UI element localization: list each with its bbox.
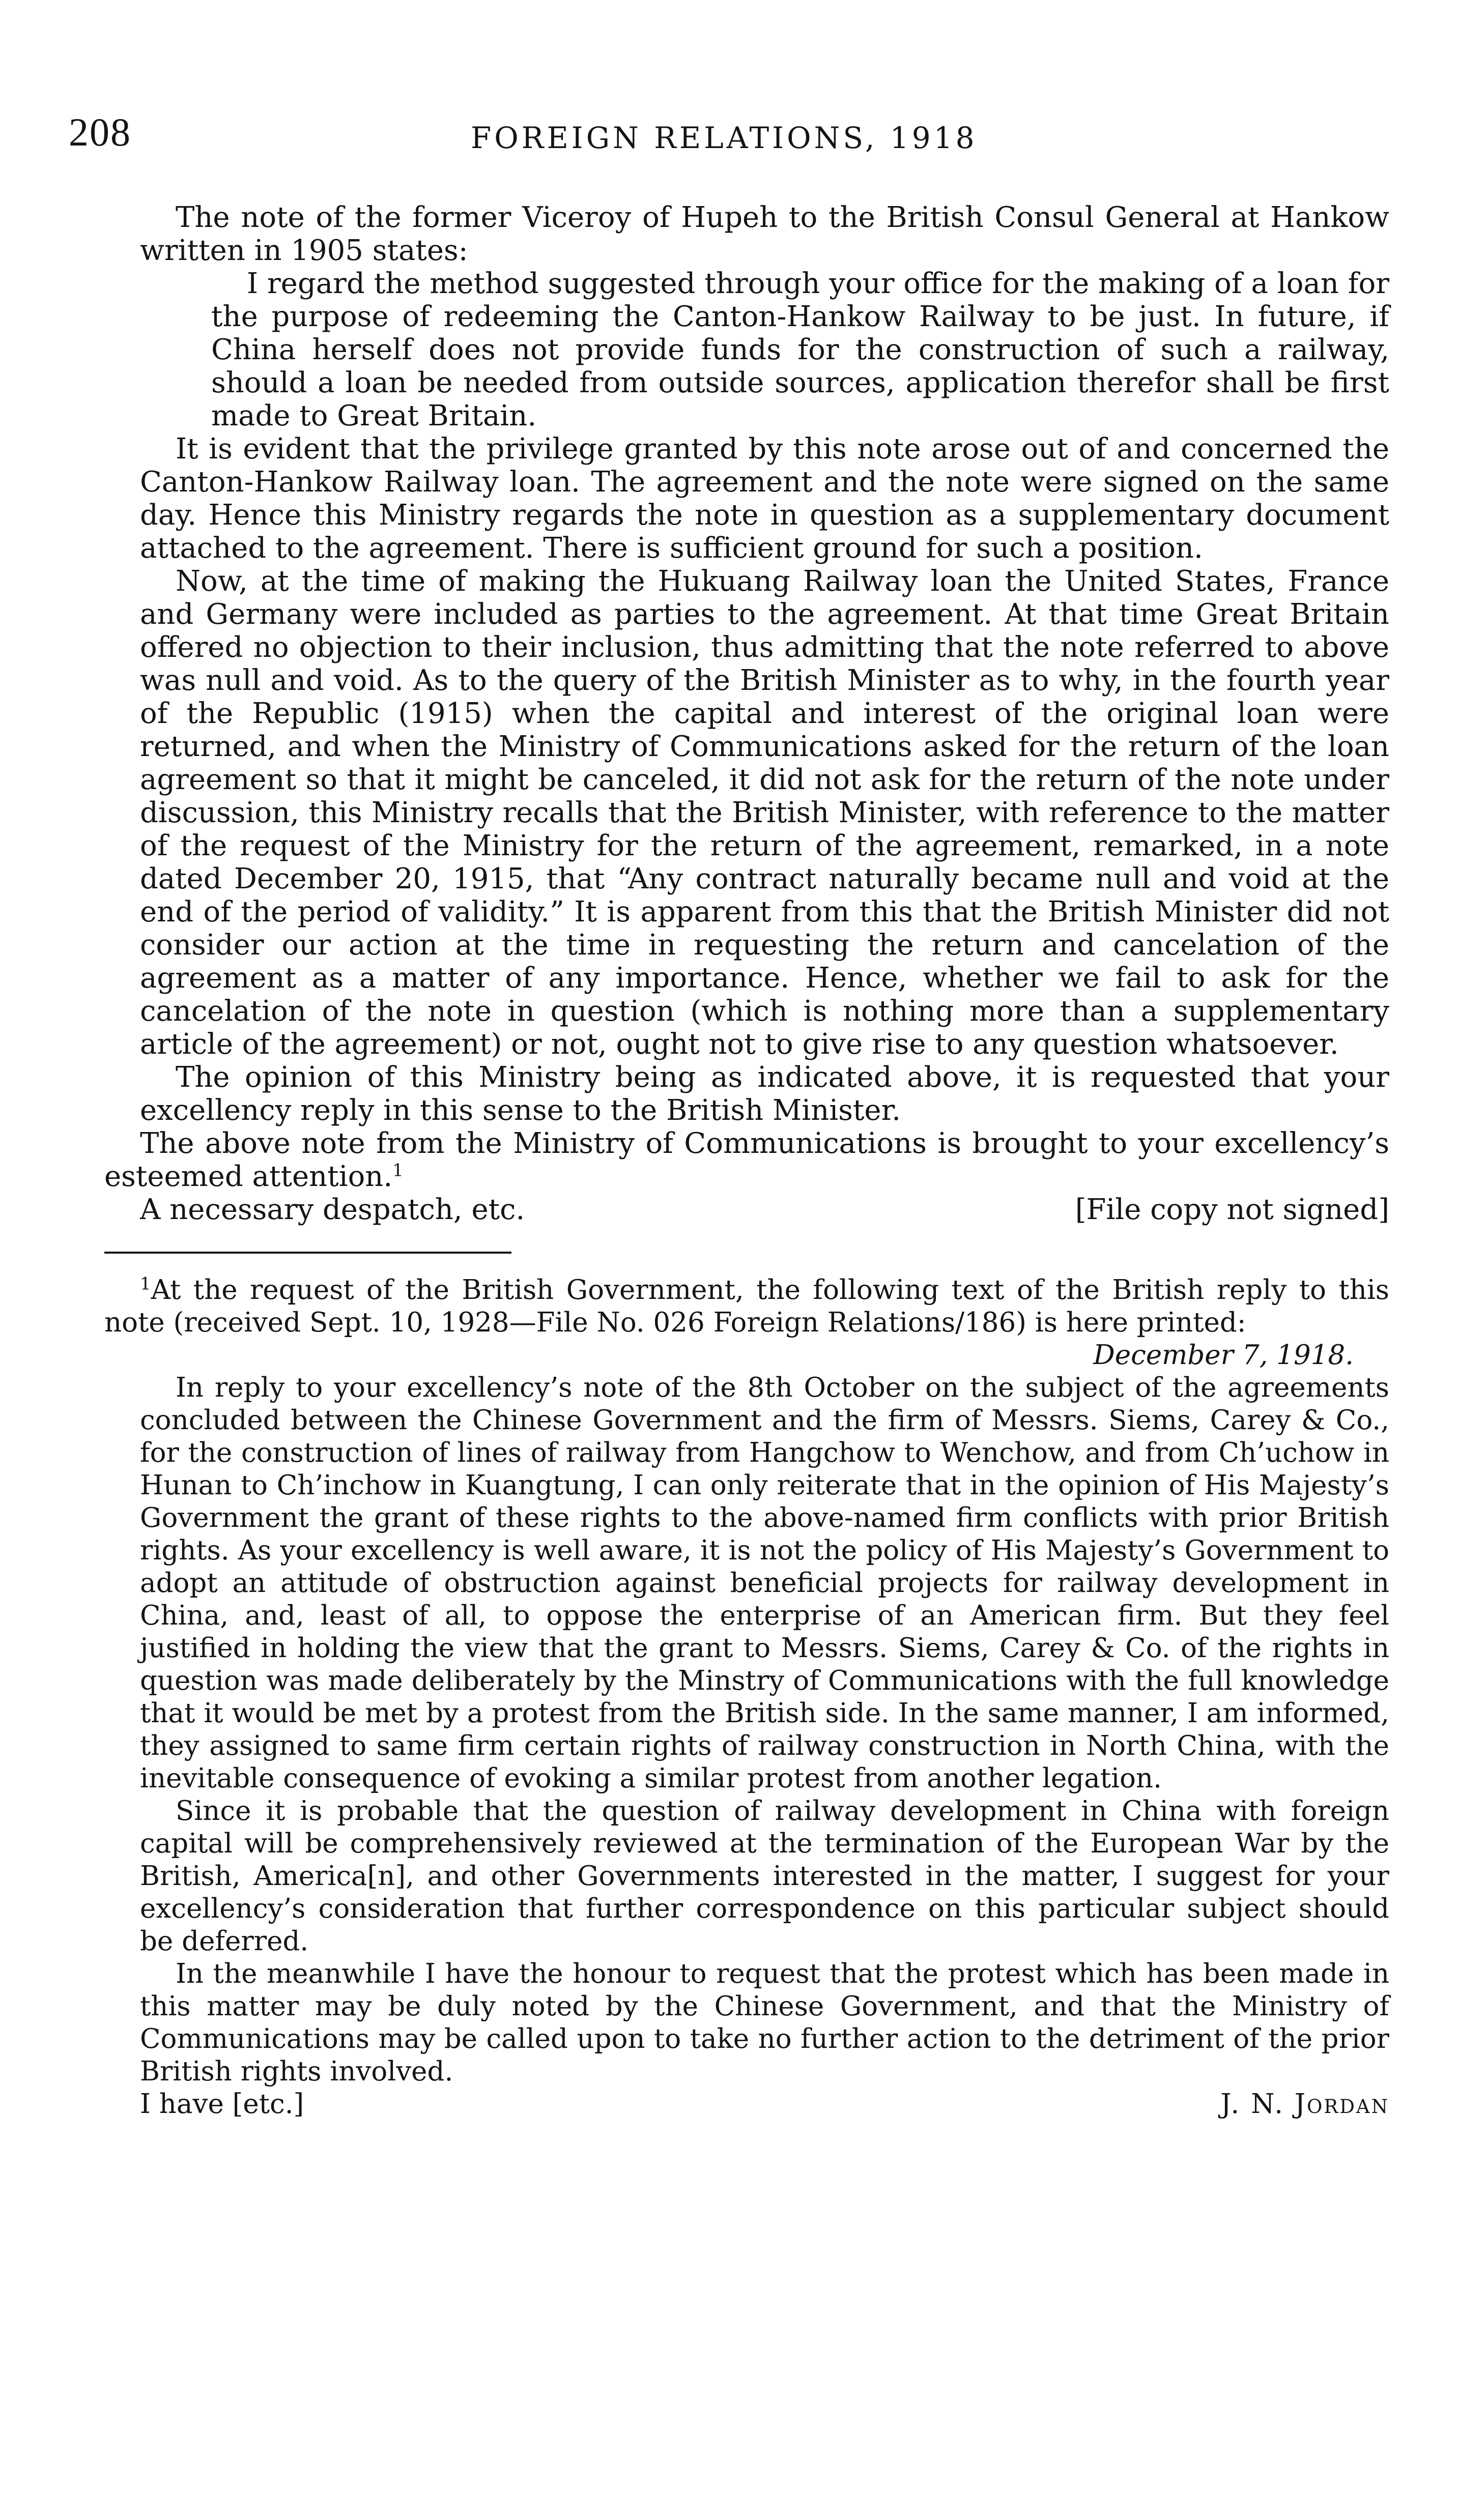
reply-paragraph-1: In reply to your excellency’s note of the 8th October on the subject of the agreements concluded between the Chinese Government and the firm of Messrs. Siems, Carey & Co., for the construction of lines of railway from Hangchow to Wenchow, and from Ch’uchow in Hunan to Ch’inchow in Kuangtung, I can only reiterate that in the opinion of His Majesty’s Government the grant of these rights to the above-named firm conflicts with prior British rights. As your excellency is well aware, it is not the policy of His Majesty’s Government to adopt an attitude of obstruction against beneficial projects for railway development in China, and, least of all, to oppose the enterprise of an American firm. But they feel justified in holding the view that the grant to Messrs. Siems, Carey & Co. of the rights in question was made deliberately by the Minstry of Communications with the full knowledge that it would be met by a protest from the British side. In the same manner, I am informed, they assigned to same firm certain rights of railway construction in North China, with the inevitable consequence of evoking a similar protest from another legation. — [140, 1372, 1389, 1794]
transmittal-text: The above note from the Ministry of Communications is brought to your excellency’s esteemed attention. — [104, 1127, 1389, 1193]
signature: J. N. Jordan — [1220, 2089, 1389, 2120]
paragraph-hukuang-loan: Now, at the time of making the Hukuang Railway loan the United States, France and Germany were included as parties to the agreement. At that time Great Britain offered no objection to their inclusion, thus admitting that the note referred to above was null and void. As to the query of the British Minister as to why, in the fourth year of the Republic (1915) when the capital and interest of the original loan were returned, and when the Ministry of Communications asked for the return of the loan agreement so that it might be canceled, it did not ask for the return of the note under discussion, this Ministry recalls that the British Minister, with reference to the matter of the request of the Ministry for the return of the agreement, remarked, in a note dated December 20, 1915, that “Any contract naturally became null and void at the end of the period of validity.” It is apparent from this that the British Minister did not consider our action at the time in requesting the return and cancelation of the agreement as a matter of any importance. Hence, whether we fail to ask for the cancelation of the note in question (which is nothing more than a supplementary article of the agreement) or not, ought not to give rise to any question whatsoever. — [140, 565, 1389, 1061]
file-copy-note: [File copy not signed] — [1075, 1193, 1389, 1226]
reply-closing-line — [140, 2088, 1389, 2121]
paragraph-transmittal — [104, 1127, 1389, 1193]
running-head: FOREIGN RELATIONS, 1918 — [471, 121, 978, 155]
footnote-marker: 1 — [140, 1273, 151, 1294]
reply-paragraph-3: In the meanwhile I have the honour to request that the protest which has been made in this matter may be duly noted by the Chinese Government, and that the Ministry of Communications may be called upon to take no further action to the detriment of the prior British rights involved. — [140, 1958, 1389, 2087]
main-text — [104, 201, 1389, 2121]
footnote — [104, 1273, 1389, 2121]
page-header — [69, 109, 1387, 165]
paragraph-privilege: It is evident that the privilege granted by this note arose out of and concerned the Canton-Hankow Railway loan. The agreement and the note were signed on the same day. Hence this Ministry regards the note in question as a supplementary document attached to the agreement. There is sufficient ground for such a position. — [140, 432, 1389, 565]
paragraph-intro: The note of the former Viceroy of Hupeh to the British Consul General at Hankow written in 1905 states: — [140, 201, 1389, 267]
page-number: 208 — [69, 110, 131, 154]
footnote-divider — [104, 1252, 511, 1254]
footnote-intro-text: At the request of the British Government, the following text of the British reply to this note (received Sept. 10, 1928—File No. 026 Foreign Relations/186) is here printed: — [104, 1275, 1389, 1338]
closing-formula: A necessary despatch, etc. — [140, 1193, 525, 1226]
reply-paragraph-2: Since it is probable that the question of railway development in China with foreign capital will be comprehensively reviewed at the termination of the European War by the British, America[n], and other Governments interested in the matter, I suggest for your excellency’s consideration that further correspondence on this particular subject should be deferred. — [140, 1795, 1389, 1957]
footnote-reference: 1 — [392, 1160, 404, 1181]
reply-closing-formula: I have [etc.] — [140, 2089, 304, 2120]
paragraph-opinion: The opinion of this Ministry being as indicated above, it is requested that your excellency reply in this sense to the British Minister. — [140, 1061, 1389, 1127]
footnote-intro — [104, 1274, 1389, 1339]
closing-line — [140, 1193, 1389, 1226]
quoted-note: I regard the method suggested through your office for the making of a loan for the purpose of redeeming the Canton-Hankow Railway to be just. In future, if China herself does not provide funds for the construction of such a railway, should a loan be needed from outside sources, application therefor shall be first made to Great Britain. — [211, 267, 1389, 432]
reply-date: December 7, 1918. — [1093, 1340, 1354, 1371]
